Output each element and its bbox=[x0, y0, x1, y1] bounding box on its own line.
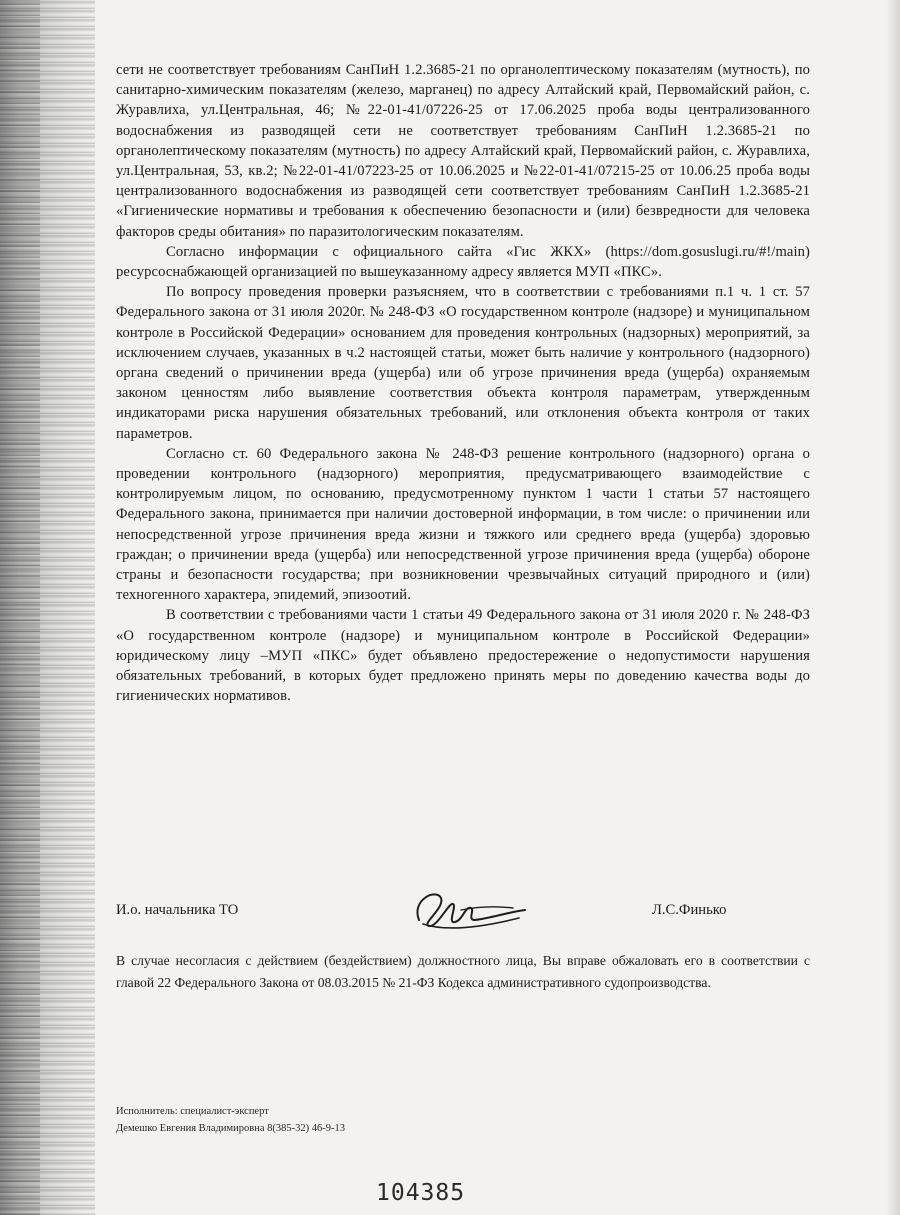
executor-contact: Демешко Евгения Владимировна 8(385-32) 46-9-13 bbox=[116, 1123, 346, 1134]
signature-block bbox=[116, 880, 810, 940]
letter-body bbox=[116, 60, 810, 707]
signer-position: И.о. начальника ТО bbox=[116, 902, 239, 918]
paragraph-inspection-grounds: По вопросу проведения проверки разъясняем, что в соответствии с требованиями п.1 ч. 1 ст. 57 Федерального закона от 31 июля 2020г. № 248-ФЗ «О государственном контроле (надзоре) и муниципальном контроле в Российской Федерации» основанием для проведения контрольных (надзорных) мероприятий, за исключением случаев, указанных в ч.2 настоящей статьи, может быть наличие у контрольного (надзорного) органа сведений о причинении вреда (ущерба) или об угрозе причинения вреда (ущерба) охраняемым законом ценностям либо выявление соответствия объекта контроля параметрам, утвержденным индикаторами риска нарушения обязательных требований, или отклонения объекта контроля от таких параметров. bbox=[116, 284, 810, 442]
paragraph-gis-info: Согласно информации с официального сайта «Гис ЖКХ» (https://dom.gosuslugi.ru/#!/main) ресурсоснабжающей организацией по вышеуказанному адресу является МУП «ПКС». bbox=[116, 243, 810, 281]
paragraph-lab-results: сети не соответствует требованиям СанПиН 1.2.3685-21 по органолептическому показателям (мутность), по санитарно-химическим показателям (железо, марганец) по адресу Алтайский край, Первомайский район, с. Журавлиха, ул.Центральная, 46; №22-01-41/07226-25 от 17.06.2025 проба воды централизованного водоснабжения из разводящей сети не соответствует требованиям СанПиН 1.2.3685-21 по органолептическому показателям (мутность) по адресу Алтайский край, Первомайский район, с. Журавлиха, ул.Центральная, 53, кв.2; №22-01-41/07223-25 от 10.06.2025 и №22-01-41/07215-25 от 10.06.25 проба воды централизованного водоснабжения из разводящей сети соответствует требованиям СанПиН 1.2.3685-21 «Гигиенические нормативы и требования к обеспечению безопасности и (или) безвредности для человека факторов среды обитания» по паразитологическим показателям. bbox=[116, 62, 810, 240]
handwritten-signature bbox=[401, 880, 531, 940]
appeal-notice-text: В случае несогласия с действием (бездействием) должностного лица, Вы вправе обжаловать его в соответствии с главой 22 Федерального Закона от 08.03.2015 № 21-ФЗ Кодекса административного судопроизводства. bbox=[116, 953, 810, 990]
page-right-shadow bbox=[886, 0, 900, 1215]
scan-edge-noise-dark bbox=[0, 0, 40, 1215]
paragraph-warning: В соответствии с требованиями части 1 статьи 49 Федерального закона от 31 июля 2020 г. № 248-ФЗ «О государственном контроле (надзоре) и муниципальном контроле в Российской Федерации» юридическому лицу –МУП «ПКС» будет объявлено предостережение о недопустимости нарушения обязательных требований, в которых будет предложено принять меры по доведению качества воды до гигиенических нормативов. bbox=[116, 607, 810, 705]
document-number: 104385 bbox=[376, 1180, 466, 1206]
executor-info bbox=[116, 1103, 345, 1137]
appeal-notice bbox=[116, 950, 810, 994]
paragraph-article-60: Согласно ст. 60 Федерального закона № 248-ФЗ решение контрольного (надзорного) органа о проведении контрольного (надзорного) мероприятия, предусматривающего взаимодействие с контролируемым лицом, по основанию, предусмотренному пунктом 1 части 1 статьи 57 настоящего Федерального закона, принимается при наличии достоверной информации, в том числе: о причинении или непосредственной угрозе причинения вреда жизни и тяжкого или среднего вреда (ущерба) здоровью граждан; о причинении вреда (ущерба) или непосредственной угрозе причинения вреда (ущерба) обороне страны и безопасности государства; при возникновении чрезвычайных ситуаций природного и (или) техногенного характера, эпидемий, эпизоотий. bbox=[116, 445, 810, 604]
executor-title: Исполнитель: специалист-эксперт bbox=[116, 1106, 269, 1117]
signer-name: Л.С.Финько bbox=[652, 902, 727, 918]
